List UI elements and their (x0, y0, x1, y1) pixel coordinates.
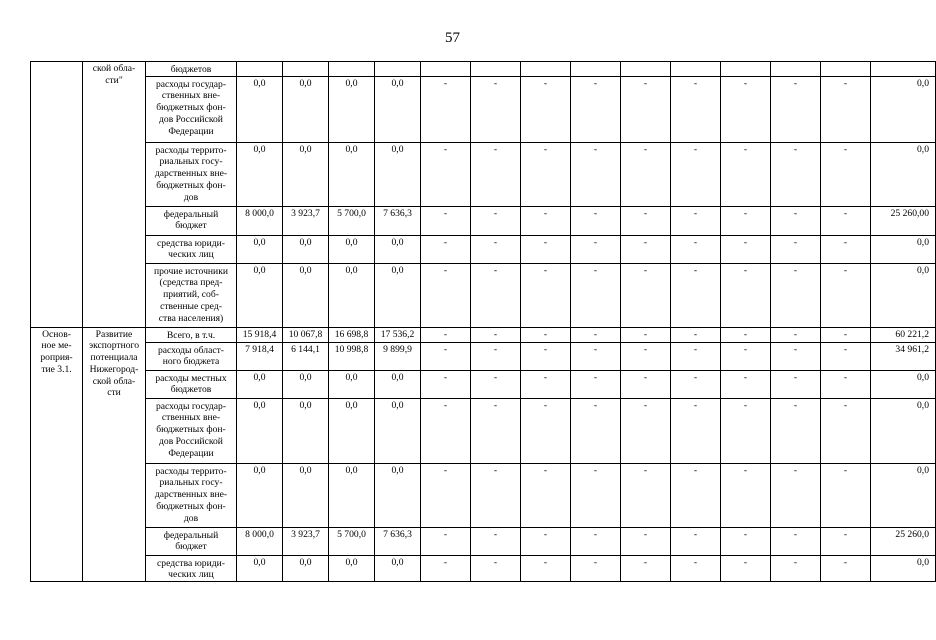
empty-year-cell: - (821, 263, 871, 327)
empty-year-cell: - (421, 342, 471, 370)
empty-year-cell: - (471, 398, 521, 463)
activity-number-cell: Основ- ное ме- роприя- тие 3.1. (31, 327, 83, 581)
empty-year-cell: - (571, 235, 621, 263)
empty-year-cell: - (421, 76, 471, 142)
empty-year-cell: - (421, 527, 471, 555)
empty-year-cell: - (421, 327, 471, 342)
empty-year-cell: - (471, 235, 521, 263)
empty-year-cell: - (471, 463, 521, 527)
empty-year-cell: - (421, 142, 471, 206)
year-value-cell: 0,0 (283, 555, 329, 581)
empty-year-cell: - (821, 142, 871, 206)
empty-year-cell: - (521, 370, 571, 398)
empty-year-cell (671, 62, 721, 77)
empty-year-cell: - (721, 142, 771, 206)
table-row (31, 555, 936, 581)
table-row (31, 527, 936, 555)
year-value-cell: 8 000,0 (237, 206, 283, 235)
empty-year-cell: - (471, 142, 521, 206)
empty-year-cell: - (771, 206, 821, 235)
empty-year-cell: - (821, 555, 871, 581)
activity-number-cell (31, 62, 83, 328)
empty-year-cell: - (721, 327, 771, 342)
empty-year-cell: - (721, 263, 771, 327)
year-value-cell: 10 067,8 (283, 327, 329, 342)
total-value-cell: 0,0 (871, 463, 936, 527)
funding-source-cell: расходы государ- ственных вне- бюджетных фон- дов Российской Федерации (146, 398, 237, 463)
empty-year-cell: - (671, 527, 721, 555)
year-value-cell: 0,0 (329, 263, 375, 327)
year-value-cell: 0,0 (375, 398, 421, 463)
empty-year-cell: - (471, 555, 521, 581)
year-value-cell (329, 62, 375, 77)
table-row (31, 62, 936, 77)
year-value-cell: 7 636,3 (375, 527, 421, 555)
year-value-cell: 0,0 (375, 463, 421, 527)
year-value-cell: 9 899,9 (375, 342, 421, 370)
total-value-cell: 0,0 (871, 142, 936, 206)
empty-year-cell: - (821, 398, 871, 463)
year-value-cell: 16 698,8 (329, 327, 375, 342)
year-value-cell: 10 998,8 (329, 342, 375, 370)
year-value-cell: 0,0 (329, 555, 375, 581)
year-value-cell: 0,0 (329, 463, 375, 527)
empty-year-cell: - (571, 76, 621, 142)
year-value-cell: 0,0 (329, 235, 375, 263)
empty-year-cell: - (521, 327, 571, 342)
empty-year-cell: - (521, 235, 571, 263)
empty-year-cell: - (521, 342, 571, 370)
table-row (31, 263, 936, 327)
empty-year-cell (621, 62, 671, 77)
empty-year-cell: - (771, 263, 821, 327)
year-value-cell: 8 000,0 (237, 527, 283, 555)
empty-year-cell: - (521, 206, 571, 235)
empty-year-cell: - (771, 527, 821, 555)
empty-year-cell (571, 62, 621, 77)
empty-year-cell: - (771, 142, 821, 206)
year-value-cell (283, 62, 329, 77)
year-value-cell: 15 918,4 (237, 327, 283, 342)
empty-year-cell: - (771, 76, 821, 142)
table-row (31, 327, 936, 342)
empty-year-cell: - (721, 370, 771, 398)
funding-source-cell: расходы государ- ственных вне- бюджетных фон- дов Российской Федерации (146, 76, 237, 142)
year-value-cell (375, 62, 421, 77)
empty-year-cell: - (621, 342, 671, 370)
table-row (31, 142, 936, 206)
empty-year-cell: - (721, 342, 771, 370)
total-value-cell: 0,0 (871, 235, 936, 263)
activity-name-cell: Развитие экспортного потенциала Нижегород- ской обла- сти (83, 327, 146, 581)
total-value-cell: 60 221,2 (871, 327, 936, 342)
empty-year-cell (421, 62, 471, 77)
year-value-cell: 7 636,3 (375, 206, 421, 235)
funding-source-cell: средства юриди- ческих лиц (146, 555, 237, 581)
year-value-cell: 6 144,1 (283, 342, 329, 370)
empty-year-cell: - (821, 370, 871, 398)
empty-year-cell: - (621, 398, 671, 463)
empty-year-cell: - (671, 142, 721, 206)
budget-table (30, 61, 936, 582)
empty-year-cell: - (571, 527, 621, 555)
total-value-cell: 0,0 (871, 76, 936, 142)
funding-source-cell: расходы террито- риальных госу- дарственных вне- бюджетных фон- дов (146, 463, 237, 527)
empty-year-cell: - (571, 142, 621, 206)
activity-name-cell: ской обла- сти" (83, 62, 146, 328)
empty-year-cell: - (621, 527, 671, 555)
empty-year-cell: - (471, 206, 521, 235)
page-number: 57 (445, 30, 460, 46)
empty-year-cell: - (421, 370, 471, 398)
total-value-cell (871, 62, 936, 77)
empty-year-cell: - (671, 235, 721, 263)
empty-year-cell: - (771, 463, 821, 527)
empty-year-cell: - (521, 263, 571, 327)
year-value-cell: 0,0 (329, 76, 375, 142)
empty-year-cell: - (621, 142, 671, 206)
empty-year-cell: - (471, 370, 521, 398)
empty-year-cell: - (621, 555, 671, 581)
year-value-cell: 0,0 (237, 555, 283, 581)
empty-year-cell: - (821, 527, 871, 555)
year-value-cell: 0,0 (375, 76, 421, 142)
year-value-cell: 5 700,0 (329, 527, 375, 555)
empty-year-cell: - (721, 76, 771, 142)
empty-year-cell: - (521, 463, 571, 527)
year-value-cell: 0,0 (237, 76, 283, 142)
table-row (31, 370, 936, 398)
empty-year-cell: - (721, 463, 771, 527)
empty-year-cell (721, 62, 771, 77)
empty-year-cell: - (671, 263, 721, 327)
empty-year-cell: - (621, 206, 671, 235)
funding-source-cell: федеральный бюджет (146, 527, 237, 555)
empty-year-cell: - (821, 206, 871, 235)
empty-year-cell: - (571, 342, 621, 370)
funding-source-cell: расходы област- ного бюджета (146, 342, 237, 370)
empty-year-cell: - (621, 235, 671, 263)
total-value-cell: 0,0 (871, 555, 936, 581)
year-value-cell: 0,0 (237, 370, 283, 398)
year-value-cell: 0,0 (237, 398, 283, 463)
total-value-cell: 0,0 (871, 263, 936, 327)
table-row (31, 342, 936, 370)
year-value-cell: 0,0 (283, 235, 329, 263)
funding-source-cell: прочие источники (средства пред- приятий, соб- ственные сред- ства населения) (146, 263, 237, 327)
total-value-cell: 0,0 (871, 398, 936, 463)
year-value-cell: 0,0 (237, 235, 283, 263)
empty-year-cell: - (571, 555, 621, 581)
empty-year-cell: - (571, 206, 621, 235)
empty-year-cell: - (671, 76, 721, 142)
year-value-cell: 0,0 (375, 555, 421, 581)
empty-year-cell: - (771, 555, 821, 581)
empty-year-cell: - (821, 342, 871, 370)
year-value-cell: 0,0 (283, 76, 329, 142)
year-value-cell: 0,0 (237, 463, 283, 527)
year-value-cell: 0,0 (237, 142, 283, 206)
empty-year-cell: - (671, 463, 721, 527)
empty-year-cell: - (571, 263, 621, 327)
empty-year-cell: - (821, 76, 871, 142)
empty-year-cell: - (771, 370, 821, 398)
year-value-cell: 0,0 (283, 398, 329, 463)
year-value-cell: 0,0 (329, 398, 375, 463)
empty-year-cell: - (721, 235, 771, 263)
empty-year-cell: - (571, 327, 621, 342)
year-value-cell: 0,0 (283, 463, 329, 527)
total-value-cell: 25 260,00 (871, 206, 936, 235)
empty-year-cell: - (421, 263, 471, 327)
year-value-cell: 0,0 (375, 370, 421, 398)
empty-year-cell: - (571, 370, 621, 398)
funding-source-cell: средства юриди- ческих лиц (146, 235, 237, 263)
empty-year-cell: - (771, 342, 821, 370)
empty-year-cell: - (721, 527, 771, 555)
year-value-cell: 0,0 (329, 142, 375, 206)
year-value-cell: 0,0 (375, 235, 421, 263)
empty-year-cell: - (421, 235, 471, 263)
empty-year-cell: - (621, 463, 671, 527)
table-row (31, 398, 936, 463)
funding-source-cell: федеральный бюджет (146, 206, 237, 235)
year-value-cell: 5 700,0 (329, 206, 375, 235)
empty-year-cell: - (471, 527, 521, 555)
empty-year-cell: - (671, 370, 721, 398)
total-value-cell: 0,0 (871, 370, 936, 398)
year-value-cell: 0,0 (283, 370, 329, 398)
empty-year-cell: - (521, 527, 571, 555)
empty-year-cell: - (771, 327, 821, 342)
year-value-cell: 0,0 (375, 263, 421, 327)
year-value-cell: 3 923,7 (283, 527, 329, 555)
empty-year-cell: - (771, 398, 821, 463)
year-value-cell: 17 536,2 (375, 327, 421, 342)
empty-year-cell: - (621, 263, 671, 327)
empty-year-cell: - (621, 370, 671, 398)
empty-year-cell: - (571, 463, 621, 527)
year-value-cell: 0,0 (283, 263, 329, 327)
empty-year-cell: - (421, 206, 471, 235)
empty-year-cell (471, 62, 521, 77)
year-value-cell: 0,0 (283, 142, 329, 206)
funding-source-cell: расходы террито- риальных госу- дарственных вне- бюджетных фон- дов (146, 142, 237, 206)
empty-year-cell: - (721, 555, 771, 581)
empty-year-cell: - (521, 398, 571, 463)
funding-source-cell: бюджетов (146, 62, 237, 77)
empty-year-cell: - (821, 327, 871, 342)
empty-year-cell: - (471, 327, 521, 342)
empty-year-cell: - (421, 463, 471, 527)
year-value-cell: 3 923,7 (283, 206, 329, 235)
empty-year-cell: - (671, 555, 721, 581)
funding-source-cell: Всего, в т.ч. (146, 327, 237, 342)
year-value-cell (237, 62, 283, 77)
total-value-cell: 34 961,2 (871, 342, 936, 370)
table-row (31, 206, 936, 235)
empty-year-cell: - (621, 76, 671, 142)
empty-year-cell: - (571, 398, 621, 463)
empty-year-cell: - (671, 342, 721, 370)
empty-year-cell: - (721, 206, 771, 235)
empty-year-cell: - (621, 327, 671, 342)
table-row (31, 76, 936, 142)
table-row (31, 463, 936, 527)
empty-year-cell (521, 62, 571, 77)
empty-year-cell (821, 62, 871, 77)
empty-year-cell: - (721, 398, 771, 463)
table-row (31, 235, 936, 263)
total-value-cell: 25 260,0 (871, 527, 936, 555)
empty-year-cell: - (521, 142, 571, 206)
empty-year-cell: - (421, 555, 471, 581)
empty-year-cell: - (821, 235, 871, 263)
empty-year-cell: - (821, 463, 871, 527)
empty-year-cell: - (671, 206, 721, 235)
funding-source-cell: расходы местных бюджетов (146, 370, 237, 398)
empty-year-cell: - (471, 342, 521, 370)
empty-year-cell: - (471, 263, 521, 327)
empty-year-cell: - (421, 398, 471, 463)
empty-year-cell: - (471, 76, 521, 142)
empty-year-cell: - (521, 555, 571, 581)
year-value-cell: 0,0 (237, 263, 283, 327)
empty-year-cell (771, 62, 821, 77)
empty-year-cell: - (771, 235, 821, 263)
year-value-cell: 7 918,4 (237, 342, 283, 370)
empty-year-cell: - (671, 398, 721, 463)
year-value-cell: 0,0 (375, 142, 421, 206)
empty-year-cell: - (671, 327, 721, 342)
empty-year-cell: - (521, 76, 571, 142)
year-value-cell: 0,0 (329, 370, 375, 398)
